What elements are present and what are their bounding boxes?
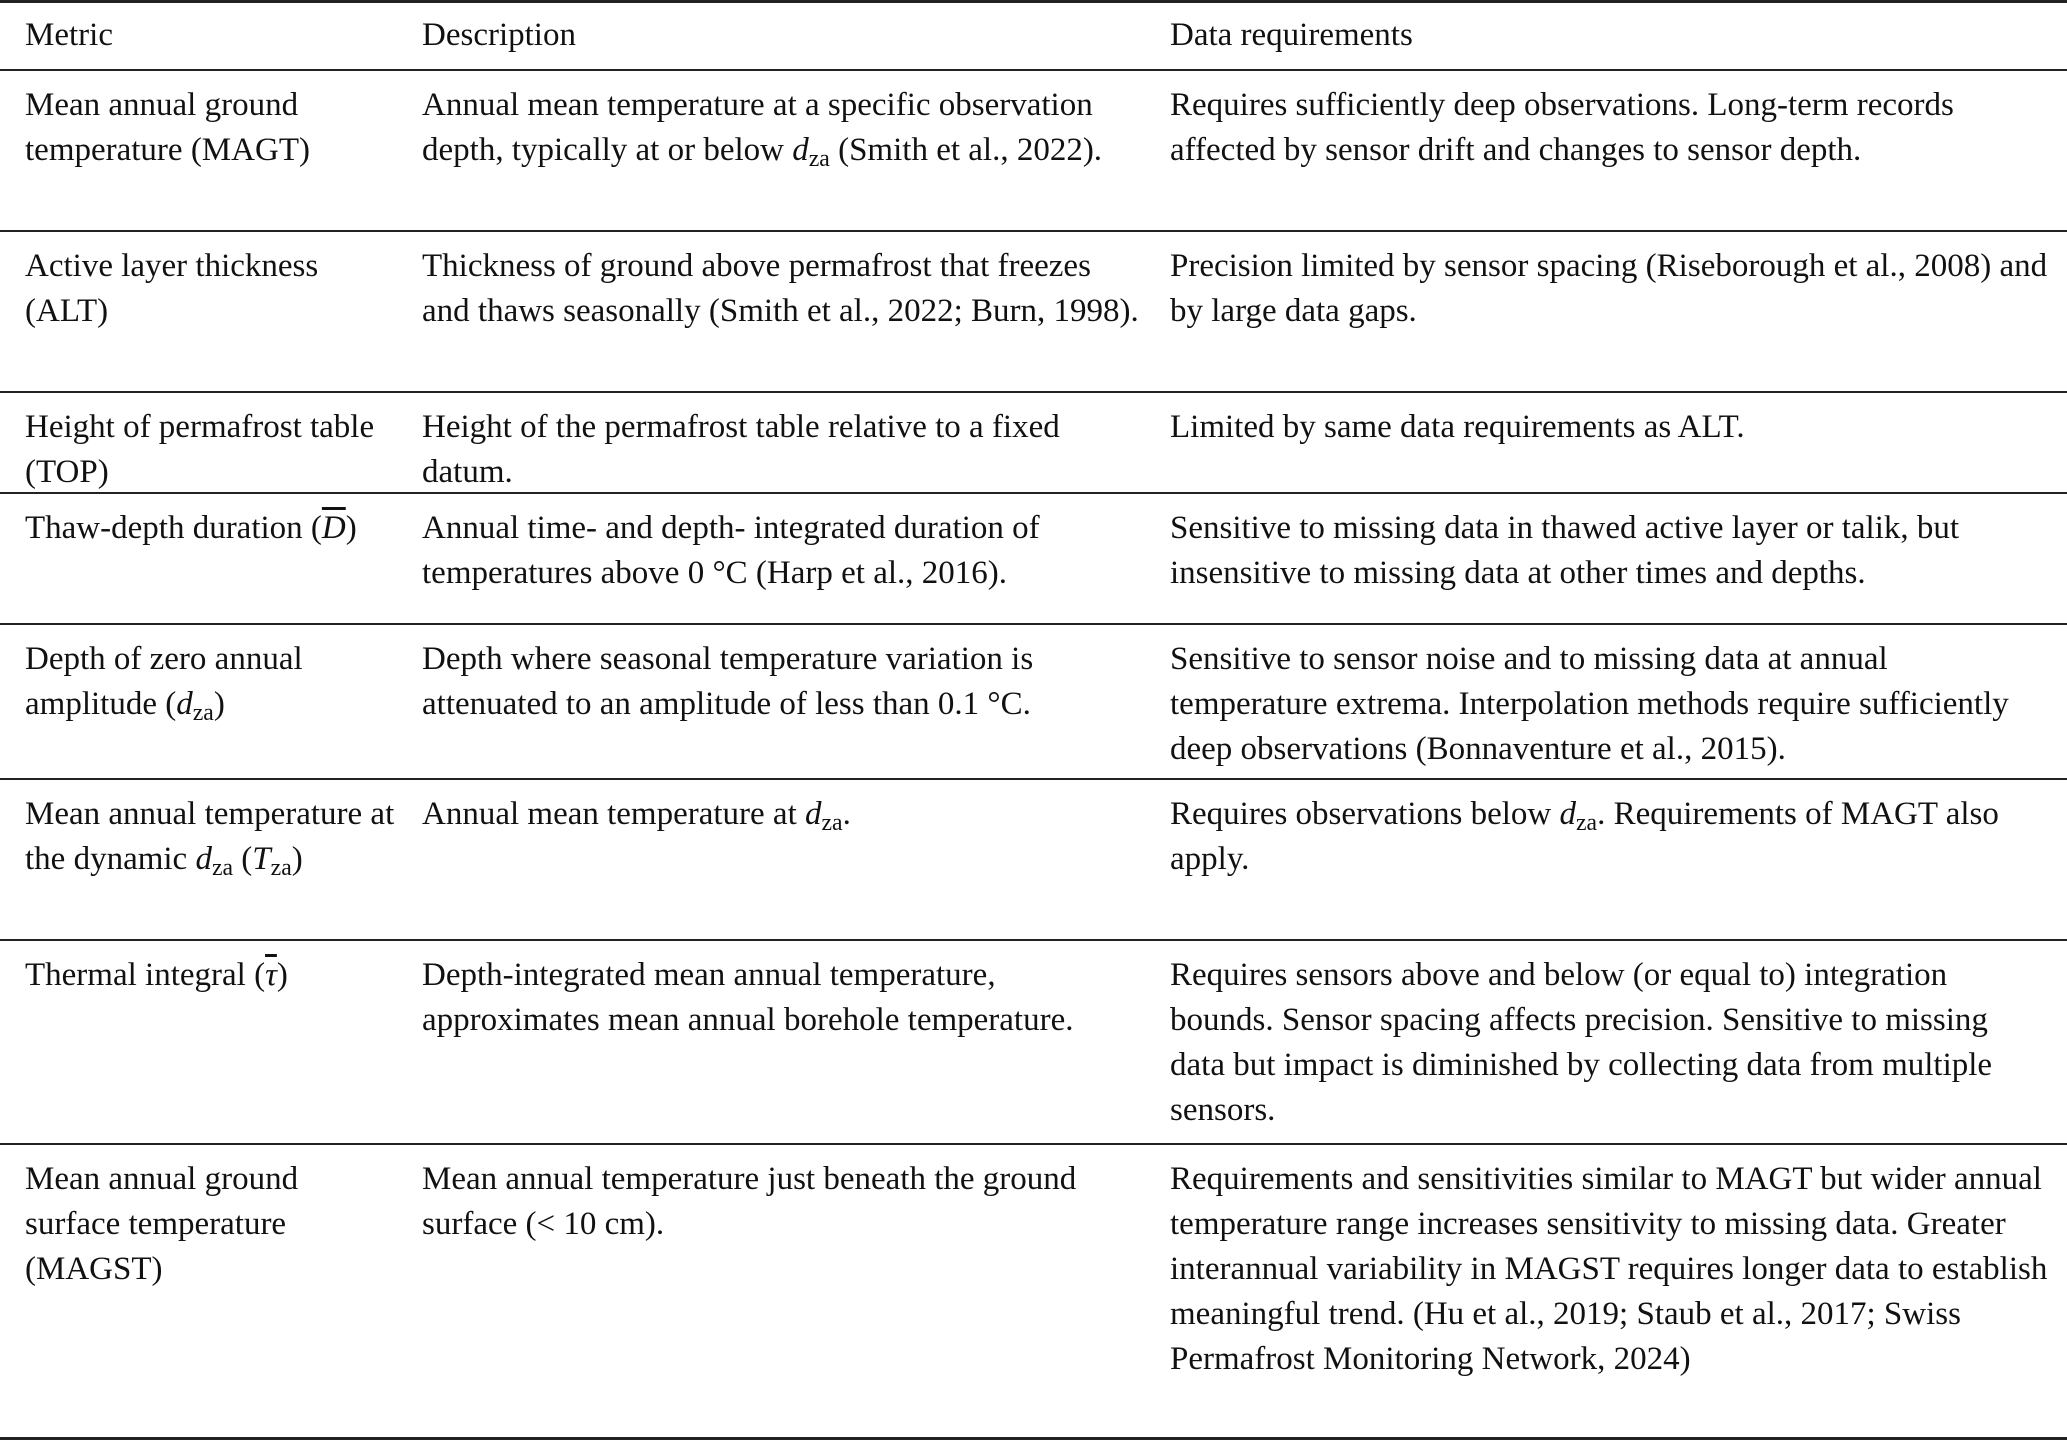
- description-cell: Annual mean temperature at $d_{za}$.: [422, 796, 851, 836]
- table-header-row: [0, 3, 2067, 70]
- header-metric: Metric: [25, 17, 113, 53]
- requirements-cell: Sensitive to sensor noise and to missing data at annual temperature extrema. Interpolation methods require sufficiently deep observations (Bonnaventure et al., 2015).: [1170, 641, 2009, 767]
- requirements-cell: Sensitive to missing data in thawed active layer or talik, but insensitive to missing data at other times and depths.: [1170, 510, 1960, 591]
- requirements-cell: Limited by same data requirements as ALT.: [1170, 409, 1745, 445]
- bottom-rule: [0, 1437, 2067, 1440]
- requirements-cell: Requires sensors above and below (or equal to) integration bounds. Sensor spacing affects precision. Sensitive to missing data but impact is diminished by collecting data from multiple sensors.: [1170, 957, 1993, 1128]
- description-cell: Annual time- and depth- integrated duration of temperatures above 0 °C (Harp et al., 2016).: [422, 510, 1040, 591]
- metric-cell: Mean annual ground temperature (MAGT): [25, 87, 310, 168]
- metric-cell: Mean annual ground surface temperature (MAGST): [25, 1161, 299, 1287]
- header-data-requirements: Data requirements: [1170, 17, 1413, 53]
- description-cell: Depth where seasonal temperature variation is attenuated to an amplitude of less than 0.1 °C.: [422, 641, 1034, 722]
- metric-cell: Mean annual temperature at the dynamic $d_{za}$ $(T_{za})$: [25, 796, 395, 881]
- description-cell: Thickness of ground above permafrost that freezes and thaws seasonally (Smith et al., 2022; Burn, 1998).: [422, 248, 1139, 329]
- metric-cell: Height of permafrost table (TOP): [25, 409, 375, 490]
- requirements-cell: Requires sufficiently deep observations. Long-term records affected by sensor drift and changes to sensor depth.: [1170, 87, 1954, 168]
- description-cell: Annual mean temperature at a specific observation depth, typically at or below $d_{za}$ (Smith et al., 2022).: [422, 87, 1103, 172]
- description-cell: Mean annual temperature just beneath the ground surface (< 10 cm).: [422, 1161, 1077, 1242]
- description-cell: Height of the permafrost table relative to a fixed datum.: [422, 409, 1060, 490]
- metric-cell: Active layer thickness (ALT): [25, 248, 319, 329]
- metric-cell: Thermal integral $(\overline{\tau})$: [25, 957, 288, 993]
- requirements-cell: Requires observations below $d_{za}$. Requirements of MAGT also apply.: [1170, 796, 1999, 877]
- requirements-cell: Requirements and sensitivities similar to MAGT but wider annual temperature range increases sensitivity to missing data. Greater interannual variability in MAGST requires longer data to establish meaningful trend. (Hu et al., 2019; Staub et al., 2017; Swiss Permafrost Monitoring Network, 2024): [1170, 1161, 2048, 1377]
- requirements-cell: Precision limited by sensor spacing (Riseborough et al., 2008) and by large data gaps.: [1170, 248, 2048, 329]
- metric-cell: Thaw-depth duration $(\overline{D})$: [25, 510, 357, 546]
- description-cell: Depth-integrated mean annual temperature, approximates mean annual borehole temperature.: [422, 957, 1074, 1038]
- header-description: Description: [422, 17, 576, 53]
- metric-cell: Depth of zero annual amplitude $(d_{za})$: [25, 641, 303, 726]
